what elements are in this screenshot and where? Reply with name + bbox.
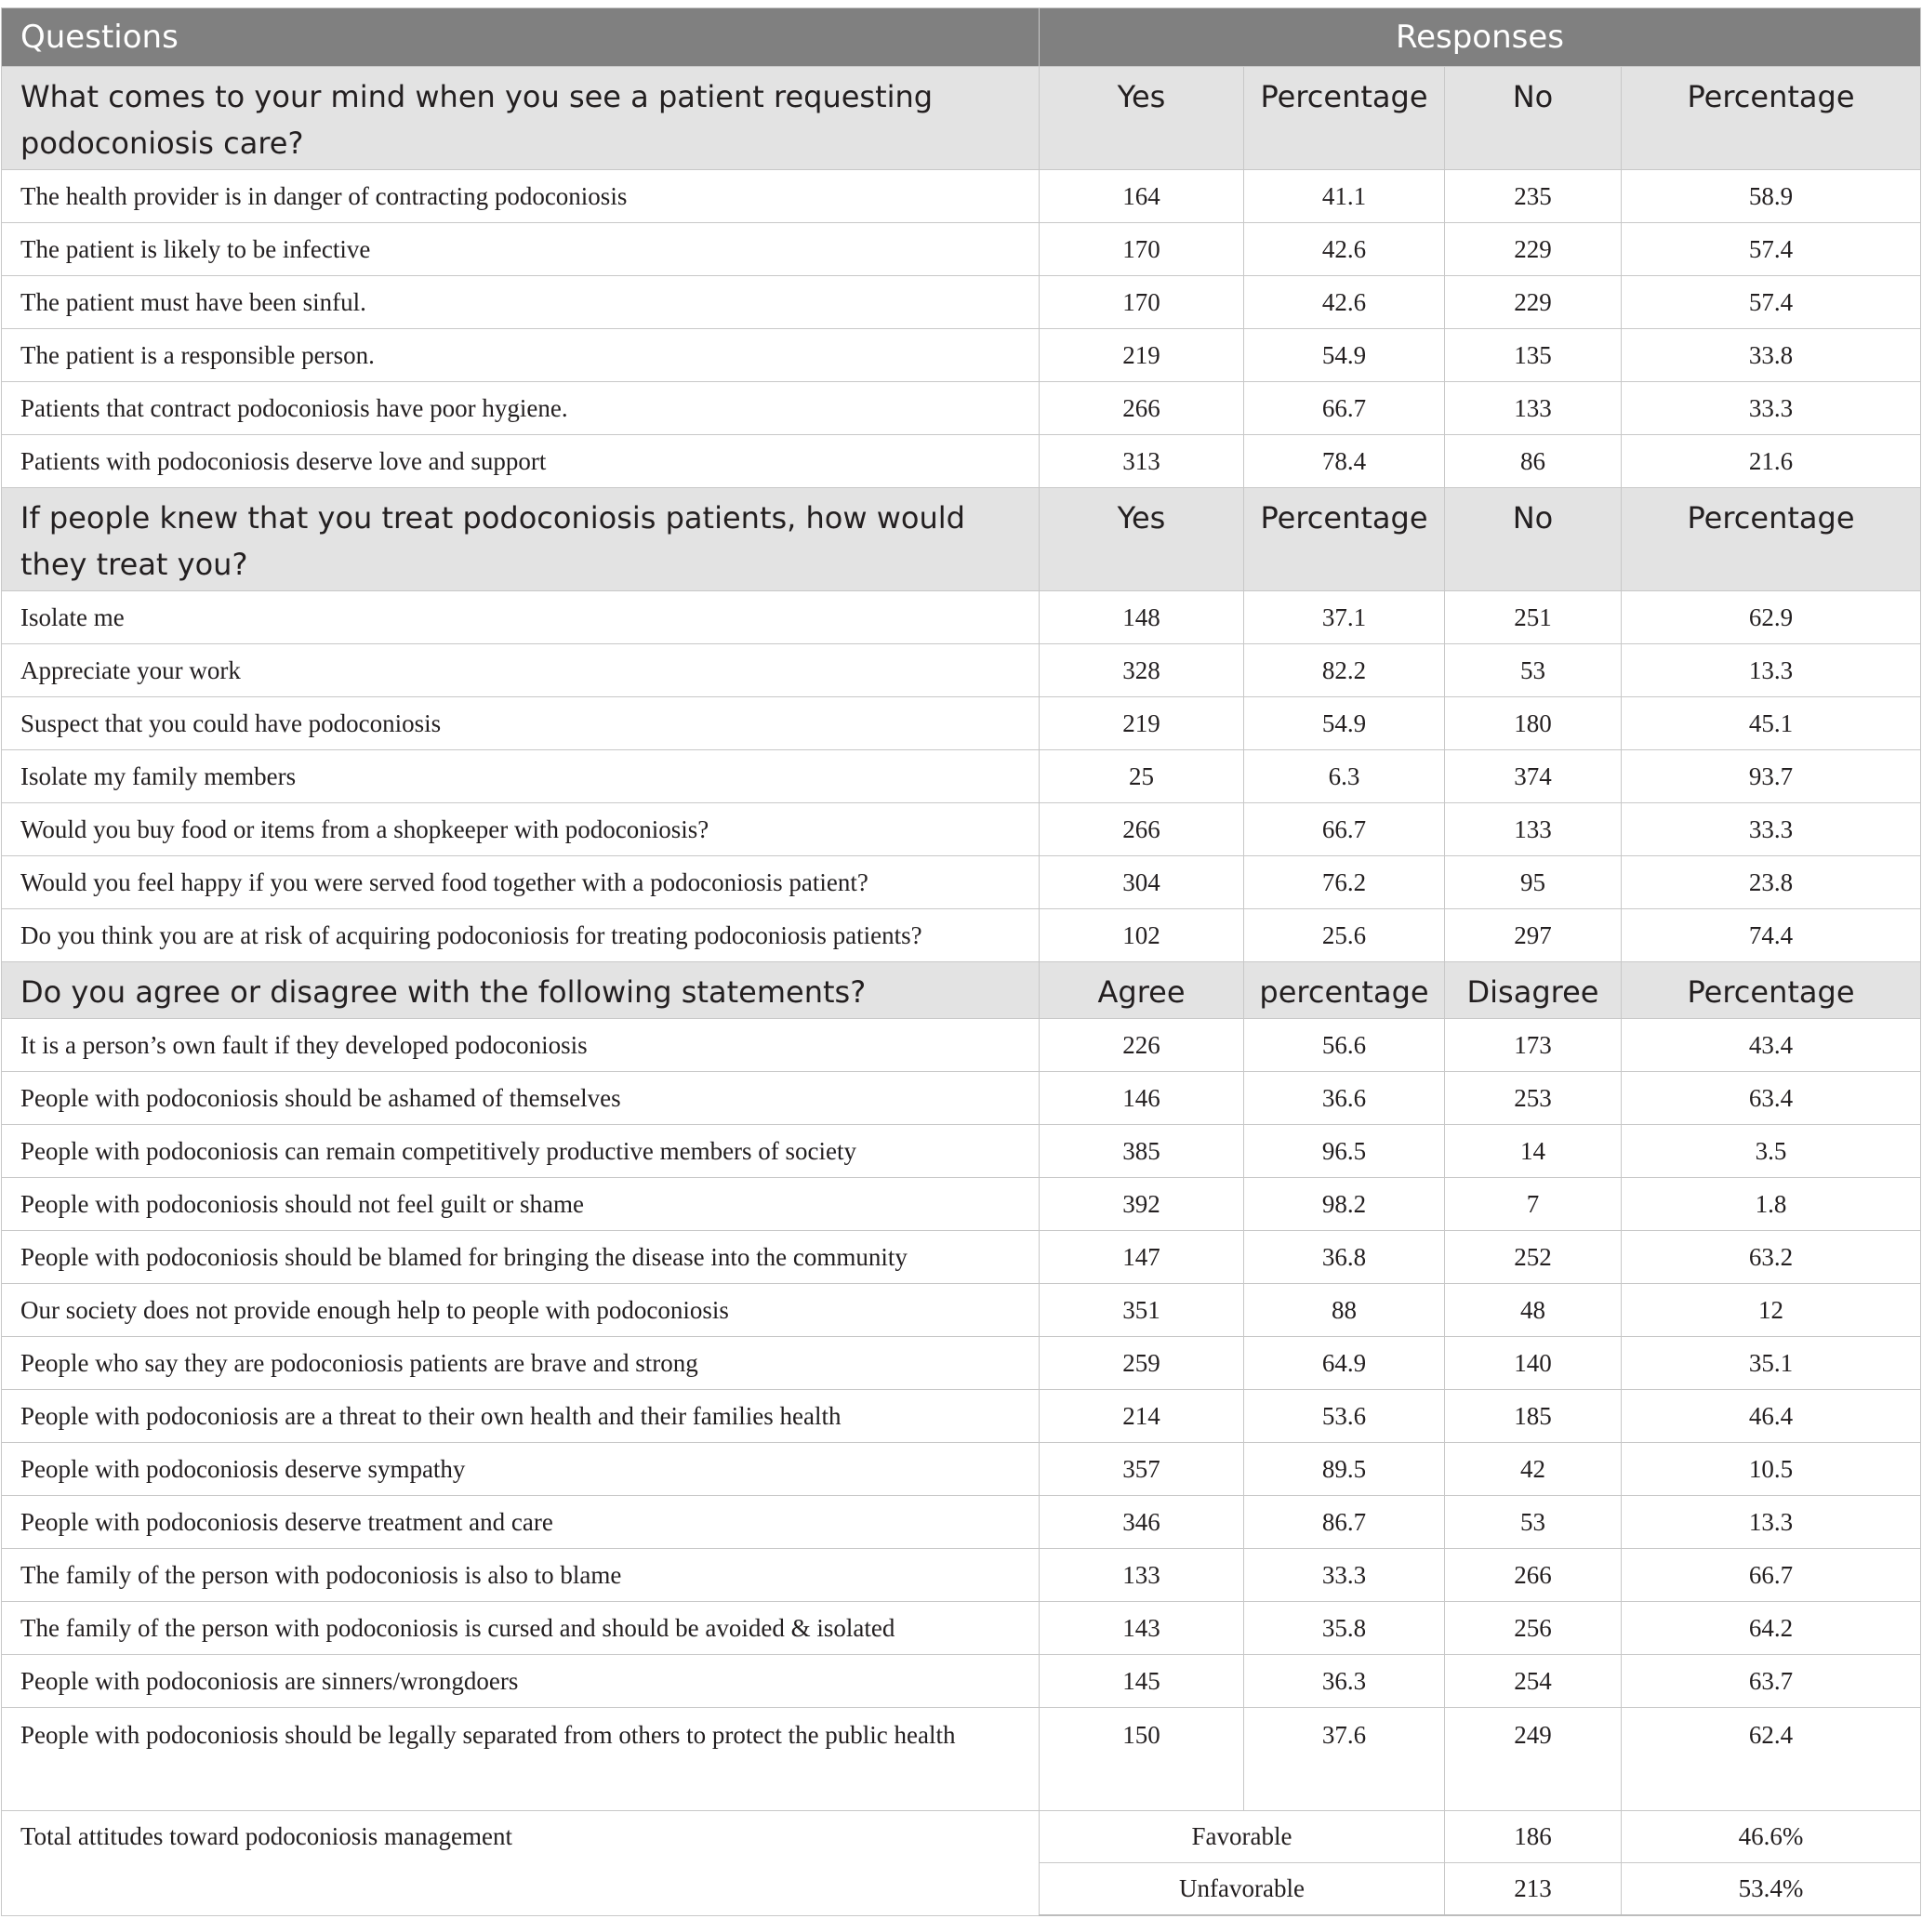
cell-value: 145 xyxy=(1040,1655,1244,1708)
cell-value: 235 xyxy=(1445,170,1622,223)
row-label: Would you feel happy if you were served food together with a podoconiosis patient? xyxy=(2,856,1040,909)
row-label: People with podoconiosis are sinners/wrongdoers xyxy=(2,1655,1040,1708)
row-label: Appreciate your work xyxy=(2,644,1040,697)
cell-value: 25 xyxy=(1040,750,1244,803)
table-header-row xyxy=(2,8,1921,67)
cell-value: 256 xyxy=(1445,1602,1622,1655)
questions-header: Questions xyxy=(2,8,1040,67)
cell-value: 10.5 xyxy=(1622,1443,1921,1496)
row-label: Isolate my family members xyxy=(2,750,1040,803)
cell-value: 57.4 xyxy=(1622,223,1921,276)
cell-value: 357 xyxy=(1040,1443,1244,1496)
cell-value: 86.7 xyxy=(1244,1496,1445,1549)
cell-value: 219 xyxy=(1040,697,1244,750)
cell-value: 21.6 xyxy=(1622,435,1921,488)
cell-value: 88 xyxy=(1244,1284,1445,1337)
cell-value: 62.4 xyxy=(1622,1708,1921,1811)
cell-value: 392 xyxy=(1040,1178,1244,1231)
cell-value: 313 xyxy=(1040,435,1244,488)
cell-value: 42.6 xyxy=(1244,276,1445,329)
row-label: People who say they are podoconiosis patients are brave and strong xyxy=(2,1337,1040,1390)
cell-value: 36.8 xyxy=(1244,1231,1445,1284)
cell-value: 66.7 xyxy=(1622,1549,1921,1602)
cell-value: 74.4 xyxy=(1622,909,1921,962)
section-header-row xyxy=(2,488,1921,591)
cell-value: 214 xyxy=(1040,1390,1244,1443)
col-header: Yes xyxy=(1040,67,1244,170)
cell-value: 385 xyxy=(1040,1125,1244,1178)
cell-value: 102 xyxy=(1040,909,1244,962)
cell-value: 62.9 xyxy=(1622,591,1921,644)
col-header: Agree xyxy=(1040,962,1244,1019)
cell-value: 54.9 xyxy=(1244,697,1445,750)
cell-value: 78.4 xyxy=(1244,435,1445,488)
row-label: The health provider is in danger of contracting podoconiosis xyxy=(2,170,1040,223)
cell-value: 42 xyxy=(1445,1443,1622,1496)
col-header: Percentage xyxy=(1622,67,1921,170)
cell-value: 63.4 xyxy=(1622,1072,1921,1125)
row-label: People with podoconiosis are a threat to their own health and their families health xyxy=(2,1390,1040,1443)
total-row-favorable xyxy=(2,1811,1921,1863)
cell-value: 297 xyxy=(1445,909,1622,962)
col-header: Percentage xyxy=(1244,67,1445,170)
table-row xyxy=(2,697,1921,750)
cell-value: 253 xyxy=(1445,1072,1622,1125)
row-label: The patient is likely to be infective xyxy=(2,223,1040,276)
row-label: The family of the person with podoconiosis is also to blame xyxy=(2,1549,1040,1602)
row-label: The family of the person with podoconiosis is cursed and should be avoided & isolated xyxy=(2,1602,1040,1655)
cell-value: 133 xyxy=(1445,803,1622,856)
cell-value: 53.4% xyxy=(1622,1863,1921,1916)
row-label: Would you buy food or items from a shopkeeper with podoconiosis? xyxy=(2,803,1040,856)
table-row xyxy=(2,1655,1921,1708)
cell-value: 135 xyxy=(1445,329,1622,382)
cell-value: 54.9 xyxy=(1244,329,1445,382)
table-row xyxy=(2,1125,1921,1178)
cell-value: 37.6 xyxy=(1244,1708,1445,1811)
table-row xyxy=(2,1708,1921,1811)
cell-value: 346 xyxy=(1040,1496,1244,1549)
cell-value: 66.7 xyxy=(1244,382,1445,435)
table-row xyxy=(2,1284,1921,1337)
cell-value: 170 xyxy=(1040,276,1244,329)
cell-value: 133 xyxy=(1445,382,1622,435)
total-label: Total attitudes toward podoconiosis management xyxy=(2,1811,1040,1916)
col-header: No xyxy=(1445,488,1622,591)
cell-value: 180 xyxy=(1445,697,1622,750)
col-header: Percentage xyxy=(1622,962,1921,1019)
cell-value: 147 xyxy=(1040,1231,1244,1284)
cell-value: 259 xyxy=(1040,1337,1244,1390)
col-header: Percentage xyxy=(1622,488,1921,591)
cell-value: 185 xyxy=(1445,1390,1622,1443)
cell-value: 140 xyxy=(1445,1337,1622,1390)
cell-value: 143 xyxy=(1040,1602,1244,1655)
table-row xyxy=(2,1390,1921,1443)
table-row xyxy=(2,644,1921,697)
cell-value: 93.7 xyxy=(1622,750,1921,803)
col-header: percentage xyxy=(1244,962,1445,1019)
section-question: What comes to your mind when you see a patient requesting podoconiosis care? xyxy=(2,67,1040,170)
row-label: People with podoconiosis deserve treatment and care xyxy=(2,1496,1040,1549)
cell-value: 14 xyxy=(1445,1125,1622,1178)
table-row xyxy=(2,1443,1921,1496)
row-label: Our society does not provide enough help to people with podoconiosis xyxy=(2,1284,1040,1337)
attitudes-table xyxy=(1,7,1921,1916)
section-question: Do you agree or disagree with the following statements? xyxy=(2,962,1040,1019)
cell-value: 219 xyxy=(1040,329,1244,382)
cell-value: 3.5 xyxy=(1622,1125,1921,1178)
row-label: People with podoconiosis should be legally separated from others to protect the public health xyxy=(2,1708,1040,1811)
cell-value: 46.6% xyxy=(1622,1811,1921,1863)
cell-value: 96.5 xyxy=(1244,1125,1445,1178)
row-label: The patient must have been sinful. xyxy=(2,276,1040,329)
row-label: People with podoconiosis should be blamed for bringing the disease into the community xyxy=(2,1231,1040,1284)
cell-value: 98.2 xyxy=(1244,1178,1445,1231)
row-label: Suspect that you could have podoconiosis xyxy=(2,697,1040,750)
cell-value: 66.7 xyxy=(1244,803,1445,856)
table-row xyxy=(2,803,1921,856)
cell-value: 374 xyxy=(1445,750,1622,803)
col-header: Yes xyxy=(1040,488,1244,591)
cell-value: 254 xyxy=(1445,1655,1622,1708)
cell-value: 36.6 xyxy=(1244,1072,1445,1125)
cell-value: 95 xyxy=(1445,856,1622,909)
row-label: Patients with podoconiosis deserve love and support xyxy=(2,435,1040,488)
cell-value: 266 xyxy=(1445,1549,1622,1602)
cell-value: 86 xyxy=(1445,435,1622,488)
cell-value: 266 xyxy=(1040,382,1244,435)
cell-value: 42.6 xyxy=(1244,223,1445,276)
table-row xyxy=(2,1549,1921,1602)
cell-value: 46.4 xyxy=(1622,1390,1921,1443)
table-row xyxy=(2,329,1921,382)
cell-value: 226 xyxy=(1040,1019,1244,1072)
table-row xyxy=(2,1337,1921,1390)
cell-value: 148 xyxy=(1040,591,1244,644)
cell-value: 35.8 xyxy=(1244,1602,1445,1655)
col-header: No xyxy=(1445,67,1622,170)
responses-header: Responses xyxy=(1040,8,1921,67)
cell-value: 213 xyxy=(1445,1863,1622,1916)
row-label: Do you think you are at risk of acquiring podoconiosis for treating podoconiosis patients? xyxy=(2,909,1040,962)
cell-value: 252 xyxy=(1445,1231,1622,1284)
attitude-category: Favorable xyxy=(1040,1811,1445,1863)
row-label: People with podoconiosis should not feel guilt or shame xyxy=(2,1178,1040,1231)
row-label: Isolate me xyxy=(2,591,1040,644)
cell-value: 64.2 xyxy=(1622,1602,1921,1655)
cell-value: 57.4 xyxy=(1622,276,1921,329)
cell-value: 89.5 xyxy=(1244,1443,1445,1496)
cell-value: 35.1 xyxy=(1622,1337,1921,1390)
cell-value: 58.9 xyxy=(1622,170,1921,223)
cell-value: 150 xyxy=(1040,1708,1244,1811)
cell-value: 33.8 xyxy=(1622,329,1921,382)
table-row xyxy=(2,1231,1921,1284)
cell-value: 45.1 xyxy=(1622,697,1921,750)
row-label: People with podoconiosis deserve sympathy xyxy=(2,1443,1040,1496)
table-row xyxy=(2,1178,1921,1231)
cell-value: 1.8 xyxy=(1622,1178,1921,1231)
cell-value: 56.6 xyxy=(1244,1019,1445,1072)
table-row xyxy=(2,1019,1921,1072)
table-row xyxy=(2,276,1921,329)
cell-value: 146 xyxy=(1040,1072,1244,1125)
table-row xyxy=(2,1072,1921,1125)
cell-value: 25.6 xyxy=(1244,909,1445,962)
cell-value: 64.9 xyxy=(1244,1337,1445,1390)
cell-value: 304 xyxy=(1040,856,1244,909)
cell-value: 33.3 xyxy=(1244,1549,1445,1602)
cell-value: 6.3 xyxy=(1244,750,1445,803)
cell-value: 13.3 xyxy=(1622,644,1921,697)
row-label: People with podoconiosis can remain competitively productive members of society xyxy=(2,1125,1040,1178)
section-header-row xyxy=(2,67,1921,170)
table-row xyxy=(2,435,1921,488)
cell-value: 351 xyxy=(1040,1284,1244,1337)
cell-value: 37.1 xyxy=(1244,591,1445,644)
row-label: People with podoconiosis should be ashamed of themselves xyxy=(2,1072,1040,1125)
cell-value: 53 xyxy=(1445,644,1622,697)
row-label: Patients that contract podoconiosis have poor hygiene. xyxy=(2,382,1040,435)
cell-value: 43.4 xyxy=(1622,1019,1921,1072)
cell-value: 48 xyxy=(1445,1284,1622,1337)
row-label: It is a person’s own fault if they developed podoconiosis xyxy=(2,1019,1040,1072)
cell-value: 41.1 xyxy=(1244,170,1445,223)
table-row xyxy=(2,223,1921,276)
cell-value: 76.2 xyxy=(1244,856,1445,909)
cell-value: 249 xyxy=(1445,1708,1622,1811)
cell-value: 36.3 xyxy=(1244,1655,1445,1708)
cell-value: 7 xyxy=(1445,1178,1622,1231)
table-row xyxy=(2,750,1921,803)
section-header-row xyxy=(2,962,1921,1019)
cell-value: 12 xyxy=(1622,1284,1921,1337)
cell-value: 33.3 xyxy=(1622,382,1921,435)
cell-value: 63.2 xyxy=(1622,1231,1921,1284)
row-label: The patient is a responsible person. xyxy=(2,329,1040,382)
cell-value: 251 xyxy=(1445,591,1622,644)
cell-value: 328 xyxy=(1040,644,1244,697)
cell-value: 229 xyxy=(1445,276,1622,329)
table-row xyxy=(2,1496,1921,1549)
table-row xyxy=(2,909,1921,962)
cell-value: 33.3 xyxy=(1622,803,1921,856)
cell-value: 133 xyxy=(1040,1549,1244,1602)
table-row xyxy=(2,382,1921,435)
cell-value: 53.6 xyxy=(1244,1390,1445,1443)
col-header: Disagree xyxy=(1445,962,1622,1019)
table-row xyxy=(2,170,1921,223)
cell-value: 186 xyxy=(1445,1811,1622,1863)
cell-value: 173 xyxy=(1445,1019,1622,1072)
cell-value: 63.7 xyxy=(1622,1655,1921,1708)
cell-value: 82.2 xyxy=(1244,644,1445,697)
cell-value: 266 xyxy=(1040,803,1244,856)
table-row xyxy=(2,856,1921,909)
cell-value: 164 xyxy=(1040,170,1244,223)
cell-value: 23.8 xyxy=(1622,856,1921,909)
table-row xyxy=(2,1602,1921,1655)
table-row xyxy=(2,591,1921,644)
cell-value: 229 xyxy=(1445,223,1622,276)
cell-value: 53 xyxy=(1445,1496,1622,1549)
cell-value: 170 xyxy=(1040,223,1244,276)
cell-value: 13.3 xyxy=(1622,1496,1921,1549)
col-header: Percentage xyxy=(1244,488,1445,591)
attitude-category: Unfavorable xyxy=(1040,1863,1445,1916)
section-question: If people knew that you treat podoconiosis patients, how would they treat you? xyxy=(2,488,1040,591)
